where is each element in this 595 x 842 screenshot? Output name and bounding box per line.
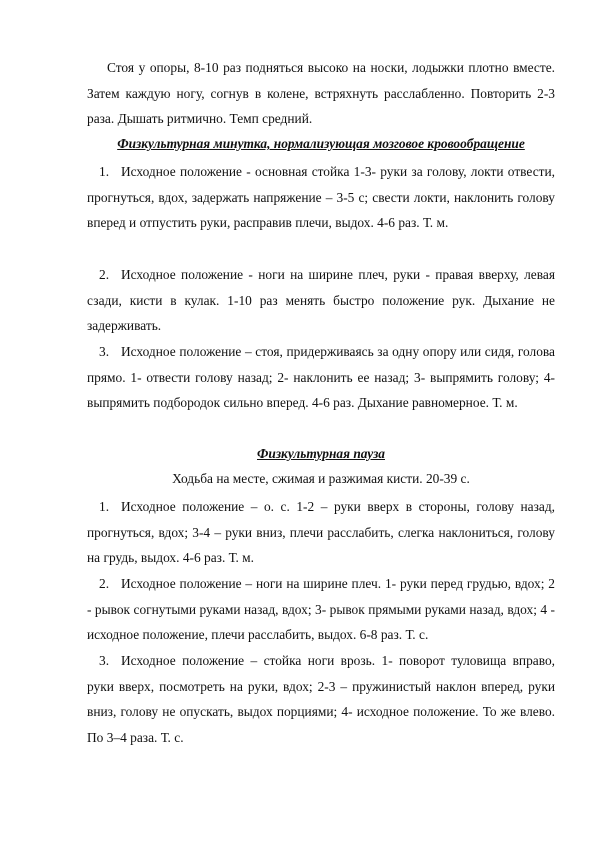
list-item — [87, 262, 555, 339]
list-item — [87, 648, 555, 750]
list-item-text: Исходное положение – о. с. 1-2 – руки вверх в стороны, голову назад, прогнуться, вдох; 3-4 – руки вниз, плечи расслабить, слегка наклониться, голову на грудь, выдох. 4-6 раз. Т. м. — [87, 499, 555, 566]
list-item-text: Исходное положение – стоя, придерживаясь за одну опору или сидя, голова прямо. 1- отвести голову назад; 2- наклонить ее назад; 3- выпрямить голову; 4- выпрямить подбородок сильно вперед. 4-6 раз. Дыхание равномерное. Т. м. — [87, 344, 555, 411]
list-item-text: Исходное положение - основная стойка 1-3- руки за голову, локти отвести, прогнуться, вдох, задержать напряжение – 3-5 с; свести локти, наклонить голову вперед и отпустить руки, расправив плечи, выдох. 4-6 раз. Т. м. — [87, 164, 555, 231]
list-item-text: Исходное положение – стойка ноги врозь. 1- поворот туловища вправо, руки вверх, посмотреть на руки, вдох; 2-3 – пружинистый наклон вперед, руки вниз, голову не опускать, выдох порциями; 4- исходное положение. То же влево. По 3–4 раза. Т. с. — [87, 653, 555, 745]
list-item-text: Исходное положение – ноги на ширине плеч. 1- руки перед грудью, вдох; 2 - рывок согнутыми руками назад, вдох; 3- рывок прямыми руками назад, вдох; 4 - исходное положение, плечи расслабить, выдох. 6-8 раз. Т. с. — [87, 576, 555, 643]
intro-paragraph: Стоя у опоры, 8-10 раз подняться высоко на носки, лодыжки плотно вместе. Затем каждую ногу, согнув в колене, встряхнуть расслабленно. Повторить 2-3 раза. Дышать ритмично. Темп средний. — [87, 60, 555, 127]
list-item-number: 3. — [99, 653, 110, 668]
list-item-text: Исходное положение - ноги на ширине плеч, руки - правая вверху, левая сзади, кисти в кулак. 1-10 раз менять быстро положение рук. Дыхание не задерживать. — [87, 267, 555, 334]
list-item-number: 2. — [99, 267, 110, 282]
list-item — [87, 571, 555, 648]
list-item-number: 1. — [99, 499, 110, 514]
list-item-number: 3. — [99, 344, 110, 359]
list-item-number: 1. — [99, 164, 110, 179]
section-heading-brain-circulation: Физкультурная минутка, нормализующая мозговое кровообращение — [117, 136, 525, 151]
list-item — [87, 159, 555, 236]
section-intro-line: Ходьба на месте, сжимая и разжимая кисти. 20-39 с. — [172, 471, 470, 486]
list-item-number: 2. — [99, 576, 110, 591]
section-heading-pause: Физкультурная пауза — [257, 446, 385, 461]
list-item — [87, 339, 555, 416]
list-item — [87, 494, 555, 571]
